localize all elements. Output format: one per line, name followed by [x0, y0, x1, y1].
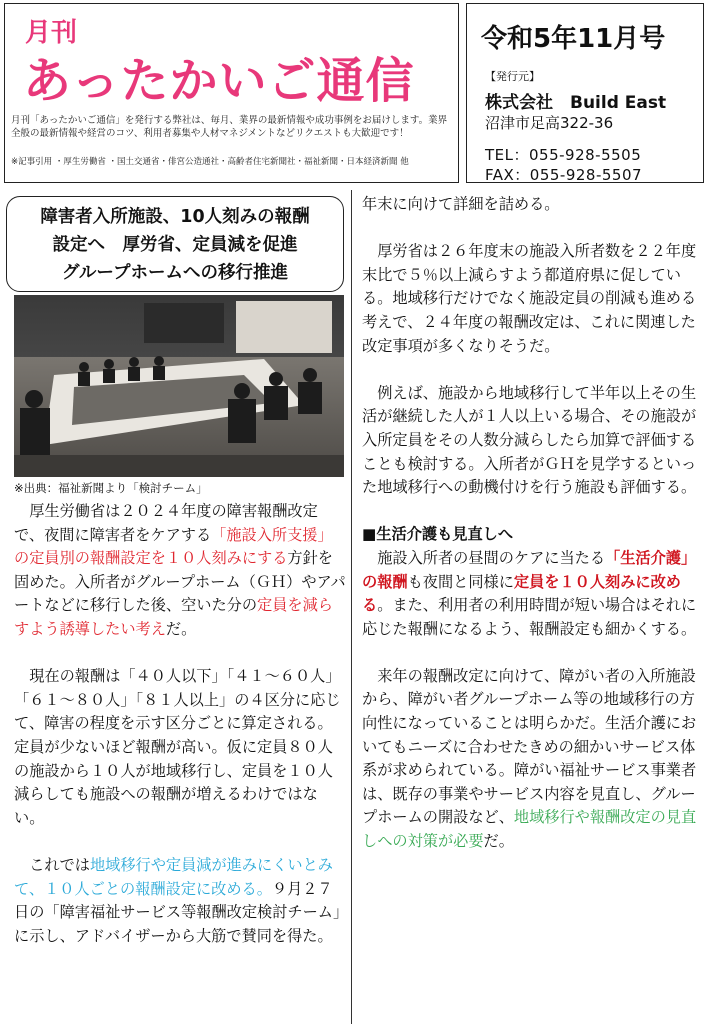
article-headline — [6, 196, 344, 292]
emphasis-text: 定員を１０人刻みに改める — [362, 572, 681, 615]
paragraph: 年末に向けて詳細を詰める。 — [362, 195, 560, 213]
publisher-fax: FAX：055-928-5507 — [485, 166, 643, 184]
masthead-label: 月刊 — [25, 18, 78, 48]
paragraph: 例えば、施設から地域移行して半年以上その生活が継続した人が１人以上いる場合、その施設が入所定員をその人数分減らしたら加算で評価することも検討する。入所者がＧＨを見学するといった地域移行への動機付けを行う施設も評価する。 — [362, 383, 697, 497]
emphasis-text: 定員を減らすよう誘導したい考え — [14, 596, 333, 638]
text-run: ９月２７日の「障害福祉サービス等報酬改定検討チーム」に示し、アドバイザーから大筋で賛同を得た。 — [14, 879, 341, 945]
publisher-label: 【発行元】 — [485, 70, 540, 83]
paragraph: 厚労省は２６年度末の施設入所者数を２２年度末比で５％以上減らすよう都道府県に促している。地域移行だけでなく施設定員の削減も進める考えで、２４年度の報酬改定は、これに関連した改定事項が多くなりそうだ。 — [362, 242, 697, 355]
issue-date: 令和5年11月号 — [481, 24, 666, 54]
emphasis-text: 「生活介護」の報酬 — [362, 548, 697, 591]
text-run: これでは — [14, 855, 90, 874]
masthead-sources: ※記事引用 ・厚生労働省 ・国土交通省・俳宮公造通社・高齢者住宅新聞社・福祉新聞・日本経済新聞 他 — [11, 157, 409, 167]
section-subheading: ■生活介護も見直しへ — [362, 525, 514, 544]
paragraph — [362, 547, 700, 641]
masthead-box — [4, 3, 459, 183]
text-run: も夜間と同様に — [407, 572, 514, 591]
headline-line-1: 障害者入所施設、10人刻みの報酬 — [40, 207, 310, 227]
publisher-address: 沼津市足高322-36 — [485, 114, 614, 132]
meeting-photo-illustration — [14, 295, 344, 477]
text-run: 施設入所者の昼間のケアに当たる — [362, 548, 605, 567]
text-run: だ。 — [483, 832, 514, 851]
publisher-box — [466, 3, 704, 183]
text-run: 厚生労働省は２０２４年度の障害報酬改定で、夜間に障害者をケアする — [14, 502, 318, 544]
text-run: 方針を固めた。入所者がグループホーム（ＧＨ）やアパートなどに移行した後、空いた分の — [14, 549, 346, 615]
paragraph — [14, 500, 346, 642]
text-run: 。また、利用者の利用時間が短い場合はそれに応じた報酬になるよう、報酬設定も細かくする。 — [362, 596, 697, 638]
left-column — [14, 500, 346, 948]
emphasis-text: 地域移行や報酬改定の見直しへの対策が必要 — [362, 808, 697, 851]
emphasis-text: 「施設入所支援」の定員別の報酬設定を１０人刻みにする — [14, 525, 333, 568]
paragraph — [14, 854, 346, 948]
publisher-tel: TEL：055-928-5505 — [485, 146, 642, 164]
paragraph: 現在の報酬は「４０人以下」「４１～６０人」「６１～８０人」「８１人以上」の４区分に応じて、障害の程度を示す区分ごとに算定される。定員が少ないほど報酬が高い。仮に定員８０人の施設から１０人が地域移行し、定員を１０人減らしても施設への報酬が増えるわけではない。 — [14, 667, 341, 827]
text-run: 来年の報酬改定に向けて、障がい者の入所施設から、障がい者グループホーム等の地域移行の方向性になっていることは明らかだ。生活介護においてもニーズに合わせたきめの細かいサービス体系が求められている。障がい福祉サービス事業者は、既存の事業やサービス内容を見直し、グループホームの開設など、 — [362, 666, 697, 827]
masthead-description: 月刊「あったかいご通信」を発行する弊社は、毎月、業界の最新情報や成功事例をお届けします。業界全般の最新情報や経営のコツ、利用者募集や人材マネジメントなどリクエストも大歓迎です！ — [11, 115, 448, 139]
publisher-company: 株式会社 Build East — [485, 93, 667, 113]
meeting-photo — [14, 295, 344, 477]
right-column — [362, 193, 700, 854]
headline-line-2: 設定へ 厚労省、定員減を促進 — [52, 235, 298, 255]
headline-line-3: グループホームへの移行推進 — [61, 263, 289, 283]
text-run: だ。 — [165, 619, 197, 638]
photo-caption: ※出典：福祉新聞より「検討チーム」 — [14, 481, 208, 495]
emphasis-text: 地域移行や定員減が進みにくいとみて、１０人ごとの報酬設定に改める。 — [14, 855, 333, 898]
column-divider — [351, 190, 352, 1024]
paragraph — [362, 665, 700, 854]
masthead-title: あったかいご通信 — [23, 53, 415, 109]
